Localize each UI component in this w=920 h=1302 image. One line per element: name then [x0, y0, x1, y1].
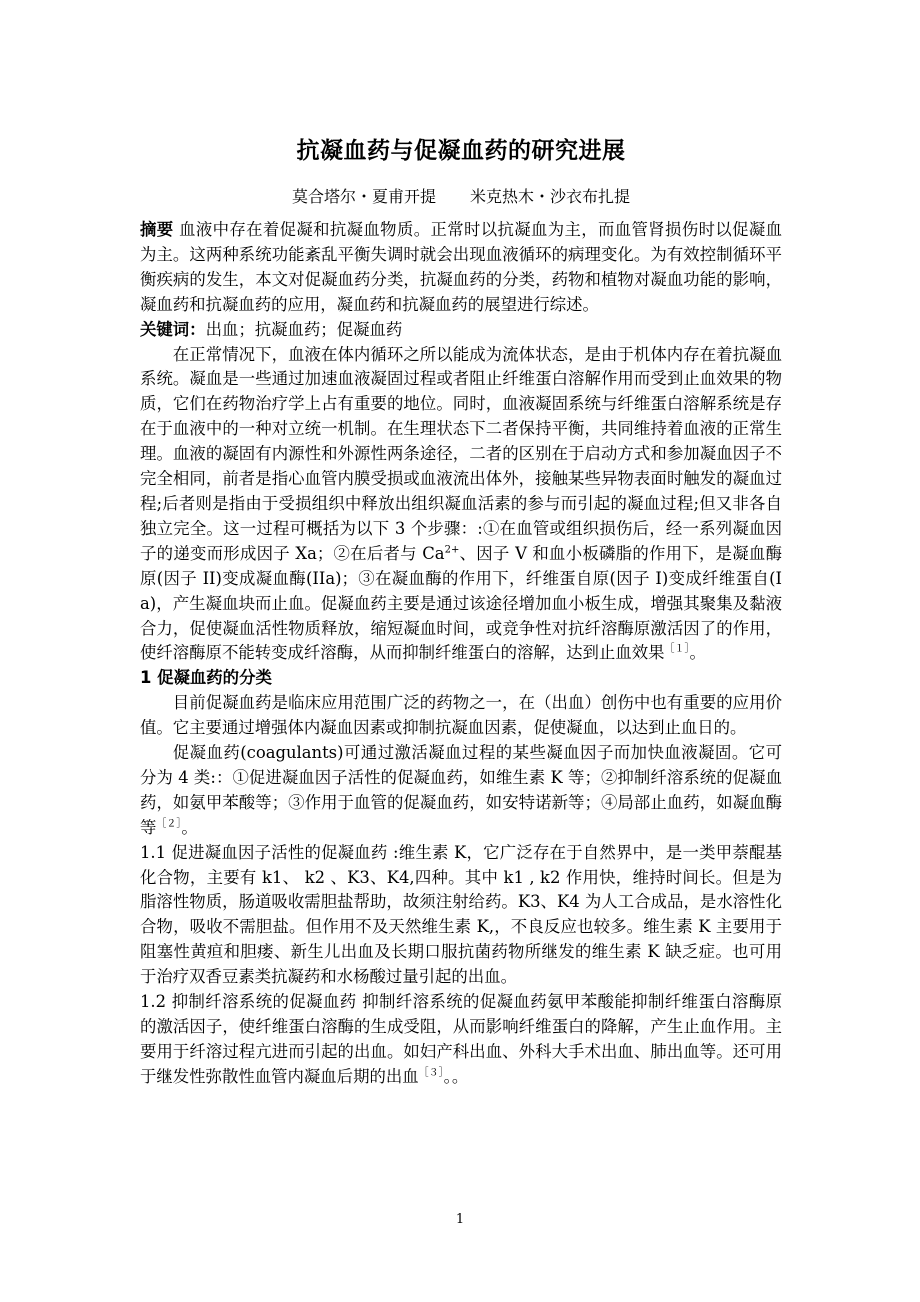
abstract-text: 血液中存在着促凝和抗凝血物质。正常时以抗凝血为主，而血管肾损伤时以促凝血为主。这两种系统功能紊乱平衡失调时就会出现血液循环的病理变化。为有效控制循环平衡疾病的发生，本文对促凝血药分类，抗凝血药的分类，药物和植物对凝血功能的影响，凝血药和抗凝血药的应用，凝血药和抗凝血药的展望进行综述。 [140, 220, 782, 314]
subsection-1-2-text: 1.2 抑制纤溶系统的促凝血药 抑制纤溶系统的促凝血药氨甲苯酸能抑制纤维蛋白溶酶原的激活因子，使纤维蛋白溶酶的生成受阻，从而影响纤维蛋白的降解，产生止血作用。主要用于纤溶过程亢进而引起的出血。如妇产科出血、外科大手术出血、肺出血等。还可用于继发性弥散性血管内凝血后期的出血 [140, 992, 782, 1086]
paper-title: 抗凝血药与促凝血药的研究进展 [296, 138, 626, 164]
author-2: 米克热木・沙衣布扎提 [470, 187, 631, 206]
section-1-heading: 1 促凝血药的分类 [140, 668, 272, 688]
subsection-1-2 [140, 990, 782, 1090]
subsection-1-2-end: 。。 [443, 1066, 469, 1086]
reference-3: ［３］ [418, 1067, 444, 1079]
section-1-paragraph-2-text: 促凝血药(coagulants)可通过激活凝血过程的某些凝血因子而加快血液凝固。它可分为 4 类:：①促进凝血因子活性的促凝血药，如维生素 K 等；②抑制纤溶系统的促凝血药，如氨甲苯酸等；③作用于血管的促凝血药，如安特诺新等；④局部止血药，如凝血酶等 [140, 743, 782, 837]
abstract [140, 218, 782, 318]
author-1: 莫合塔尔・夏甫开提 [291, 187, 436, 206]
intro-text-end: 。 [689, 643, 706, 663]
keywords-label: 关键词： [140, 319, 206, 339]
page-number: 1 [455, 1212, 465, 1227]
section-1-paragraph-1: 目前促凝血药是临床应用范围广泛的药物之一，在（出血）创伤中也有重要的应用价值。它主要通过增强体内凝血因素或抑制抗凝血因素，促使凝血，以达到止血日的。 [140, 693, 782, 738]
section-1-paragraph-2-end: 。 [181, 817, 198, 837]
keywords [140, 318, 782, 343]
body-text [140, 218, 782, 1090]
subsection-1-1: 1.1 促进凝血因子活性的促凝血药 :维生素 K，它广泛存在于自然界中，是一类甲萘醌基化合物，主要有 k1、 k2 、K3、K4,四种。其中 k1 , k2 作用快，维持时间长。但是为脂溶性物质，肠道吸收需胆盐帮助，故须注射给药。K3、K4 为人工合成品，是水溶性化合物，吸收不需胆盐。但作用不及天然维生素 K,，不良反应也较多。维生素 K 主要用于阻塞性黄疸和胆瘘、新生儿出血及长期口服抗菌药物所继发的维生素 K 缺乏症。也可用于治疗双香豆素类抗凝药和水杨酸过量引起的出血。 [140, 842, 783, 987]
keywords-text: 出血；抗凝血药；促凝血药 [205, 319, 403, 339]
reference-2: ［２］ [156, 818, 182, 830]
reference-1: ［１］ [664, 643, 690, 655]
intro-text-a: 在正常情况下，血液在体内循环之所以能成为流体状态，是由于机体内存在着抗凝血系统。凝血是一些通过加速血液凝固过程或者阻止纤维蛋白溶解作用而受到止血效果的物质，它们在药物治疗学上占有重要的地位。同时，血液凝固系统与纤维蛋白溶解系统是存在于血液中的一种对立统一机制。在生理状态下二者保持平衡，共同维持着血液的正常生理。血液的凝固有内源性和外源性两条途径，二者的区别在于启动方式和参加凝血因子不完全相同，前者是指心血管内膜受损或血液流出体外，接触某些异物表面时触发的凝血过程;后者则是指由于受损组织中释放出组织凝血活素的参与而引起的凝血过程;但又非各自独立完全。这一过程可概括为以下 3 个步骤：:①在血管或组织损伤后，经一系列凝血因子的递变而形成因子 Xa；②在后者与 Ca [140, 344, 782, 563]
intro-paragraph [140, 343, 782, 667]
calcium-superscript: 2+ [444, 544, 460, 556]
section-1-paragraph-2 [140, 741, 782, 841]
abstract-label: 摘要 [140, 220, 174, 239]
intro-text-b: 、因子 V 和血小板磷脂的作用下，是凝血酶原(因子 II)变成凝血酶(IIa)；③在凝血酶的作用下，纤维蛋自原(因子 I)变成纤维蛋自(I a)，产生凝血块而止血。促凝血药主要是通过该途径增加血小板生成，增强其聚集及黏液合力，促使凝血活性物质释放，缩短凝血时间，或竞争性对抗纤溶酶原激活因了的作用，使纤溶酶原不能转变成纤溶酶，从而抑制纤维蛋白的溶解，达到止血效果 [140, 543, 782, 663]
authors [140, 184, 782, 207]
